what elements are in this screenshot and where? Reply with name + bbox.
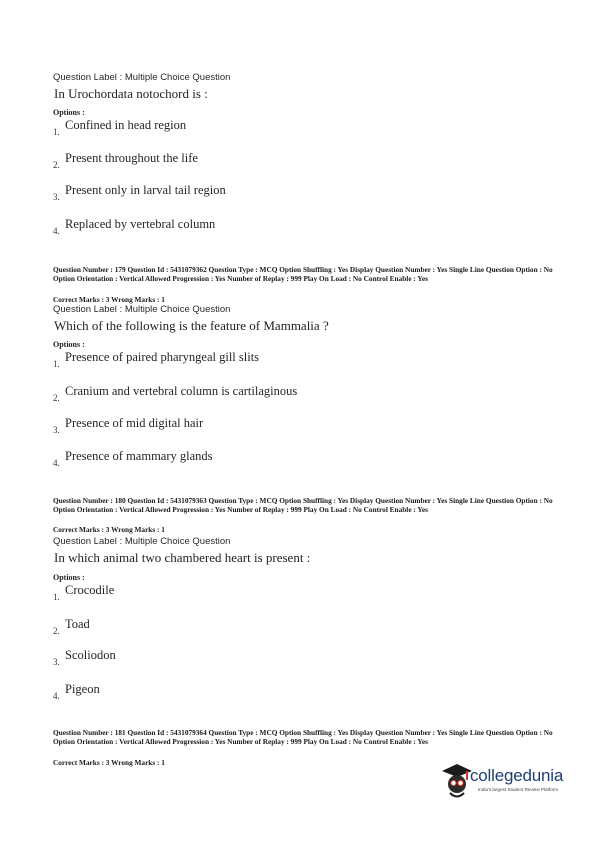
question-label: Question Label : Multiple Choice Question: [53, 536, 231, 547]
question-marks: Correct Marks : 3 Wrong Marks : 1: [53, 758, 165, 767]
option-number: 1.: [53, 592, 60, 602]
option-text: Presence of mid digital hair: [65, 416, 204, 430]
question-label: Question Label : Multiple Choice Question: [53, 304, 231, 315]
question-text: In which animal two chambered heart is present :: [54, 550, 311, 565]
option-number: 4.: [53, 458, 60, 468]
option-number: 2.: [53, 626, 60, 636]
option-number: 3.: [53, 657, 60, 667]
options-title: Options :: [53, 340, 85, 349]
collegedunia-logo: [440, 762, 590, 802]
option-number: 1.: [53, 359, 60, 369]
option-text: Crocodile: [65, 583, 115, 597]
option-text: Present only in larval tail region: [65, 183, 226, 197]
options-title: Options :: [53, 573, 85, 582]
options-title: Options :: [53, 108, 85, 117]
option-number: 3.: [53, 192, 60, 202]
option-text: Presence of paired pharyngeal gill slits: [65, 350, 260, 364]
question-meta: Question Number : 179 Question Id : 5431079362 Question Type : MCQ Option Shuffling : Yes Display Question Number : Yes Single Line Question Option : No Option Orientation : Vertical Allowed Progression : Yes Number of Replay : 999 Play On Load : No Control Enable : Yes: [53, 265, 553, 283]
option-text: Toad: [65, 617, 90, 631]
option-text: Pigeon: [65, 682, 100, 696]
question-meta: Question Number : 180 Question Id : 5431079363 Question Type : MCQ Option Shuffling : Yes Display Question Number : Yes Single Line Question Option : No Option Orientation : Vertical Allowed Progression : Yes Number of Replay : 999 Play On Load : No Control Enable : Yes: [53, 496, 553, 514]
graduate-mascot-icon: [440, 762, 474, 802]
logo-tagline: India's largest Student Review Platform: [478, 787, 559, 792]
option-number: 4.: [53, 226, 60, 236]
logo-wordmark: collegedunia: [470, 766, 564, 785]
option-text: Replaced by vertebral column: [65, 217, 216, 231]
question-text: In Urochordata notochord is :: [54, 86, 208, 101]
option-number: 3.: [53, 425, 60, 435]
question-meta: Question Number : 181 Question Id : 5431079364 Question Type : MCQ Option Shuffling : Yes Display Question Number : Yes Single Line Question Option : No Option Orientation : Vertical Allowed Progression : Yes Number of Replay : 999 Play On Load : No Control Enable : Yes: [53, 728, 553, 746]
option-number: 1.: [53, 127, 60, 137]
option-text: Presence of mammary glands: [65, 449, 213, 463]
option-text: Present throughout the life: [65, 151, 198, 165]
option-number: 4.: [53, 691, 60, 701]
option-text: Confined in head region: [65, 118, 187, 132]
question-marks: Correct Marks : 3 Wrong Marks : 1: [53, 295, 165, 304]
question-marks: Correct Marks : 3 Wrong Marks : 1: [53, 525, 165, 534]
option-number: 2.: [53, 160, 60, 170]
question-text: Which of the following is the feature of Mammalia ?: [54, 318, 329, 333]
option-number: 2.: [53, 393, 60, 403]
option-text: Cranium and vertebral column is cartilaginous: [65, 384, 298, 398]
option-text: Scoliodon: [65, 648, 116, 662]
question-label: Question Label : Multiple Choice Question: [53, 72, 231, 83]
